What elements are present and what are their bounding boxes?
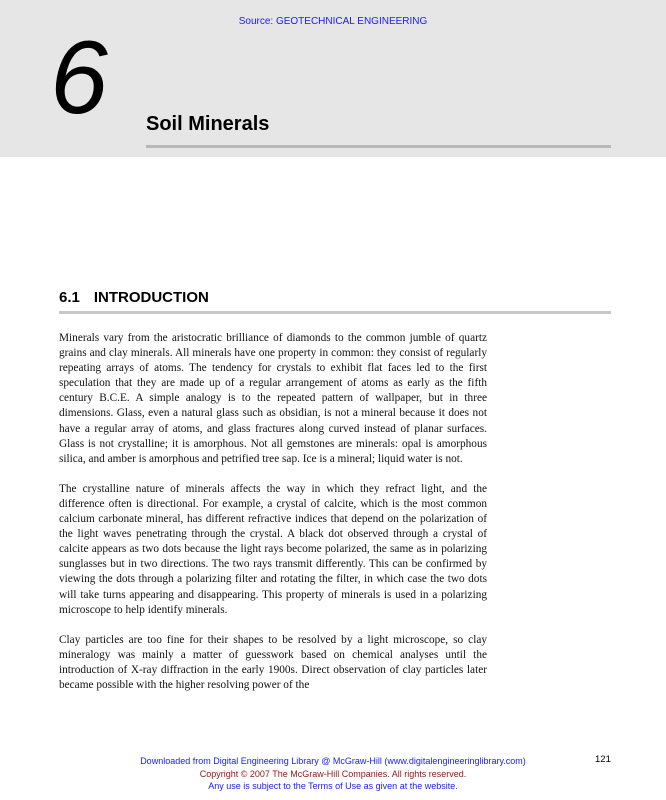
body-text bbox=[59, 331, 487, 708]
footer bbox=[0, 755, 666, 793]
chapter-number: 6 bbox=[50, 20, 108, 136]
paragraph-3: Clay particles are too fine for their shapes to be resolved by a light microscope, so clay mineralogy was mainly a matter of guesswork based on chemical analyses until the introduction of X-ray diffraction in the early 1900s. Direct observation of clay particles later became possible with the higher resolving power of the bbox=[59, 633, 487, 691]
section-heading bbox=[59, 289, 209, 306]
page-number: 121 bbox=[595, 754, 611, 765]
chapter-title: Soil Minerals bbox=[146, 113, 270, 135]
section-title: INTRODUCTION bbox=[93, 289, 209, 306]
footer-download-link[interactable]: Downloaded from Digital Engineering Library @ McGraw-Hill (www.digitalengineeringlibrary.com) bbox=[140, 756, 526, 766]
chapter-title-rule bbox=[146, 145, 611, 148]
paragraph-2: The crystalline nature of minerals affects the way in which they refract light, and the difference often is directional. For example, a crystal of calcite, which is the most common calcium carbonate mineral, has different refractive indices that depend on the polarization of the light waves penetrating through the crystal. A black dot observed through a crystal of calcite appears as two dots because the light rays become polarized, the same as in polarizing sunglasses but in two directions. The two rays transmit differently. This can be confirmed by viewing the dots through a polarizing filter and rotating the filter, in which case the two dots will take turns appearing and disappearing. This property of minerals is used in a polarizing microscope to help identify minerals. bbox=[59, 482, 487, 616]
section-number: 6.1 bbox=[59, 289, 80, 306]
footer-copyright: Copyright © 2007 The McGraw-Hill Companies. All rights reserved. bbox=[199, 768, 467, 779]
footer-terms-link[interactable]: Any use is subject to the Terms of Use as given at the website. bbox=[208, 781, 458, 791]
source-link[interactable]: Source: GEOTECHNICAL ENGINEERING bbox=[238, 16, 428, 27]
section-rule bbox=[59, 311, 611, 314]
paragraph-1: Minerals vary from the aristocratic brilliance of diamonds to the common jumble of quartz grains and clay minerals. All minerals have one property in common: they consist of regularly repeating arrays of atoms. The tendency for crystals to exhibit flat faces led to the first speculation that they are made up of a regular arrangement of atoms as early as the fifth century B.C.E. A simple analogy is to the repeated pattern of wallpaper, but in three dimensions. Glass, even a natural glass such as obsidian, is not a mineral because it does not have a regular array of atoms, and glass fractures along curved instead of planar surfaces. Glass is not crystalline; it is amorphous. Not all gemstones are minerals: opal is amorphous silica, and amber is amorphous and petrified tree sap. Ice is a mineral; liquid water is not. bbox=[59, 332, 487, 465]
